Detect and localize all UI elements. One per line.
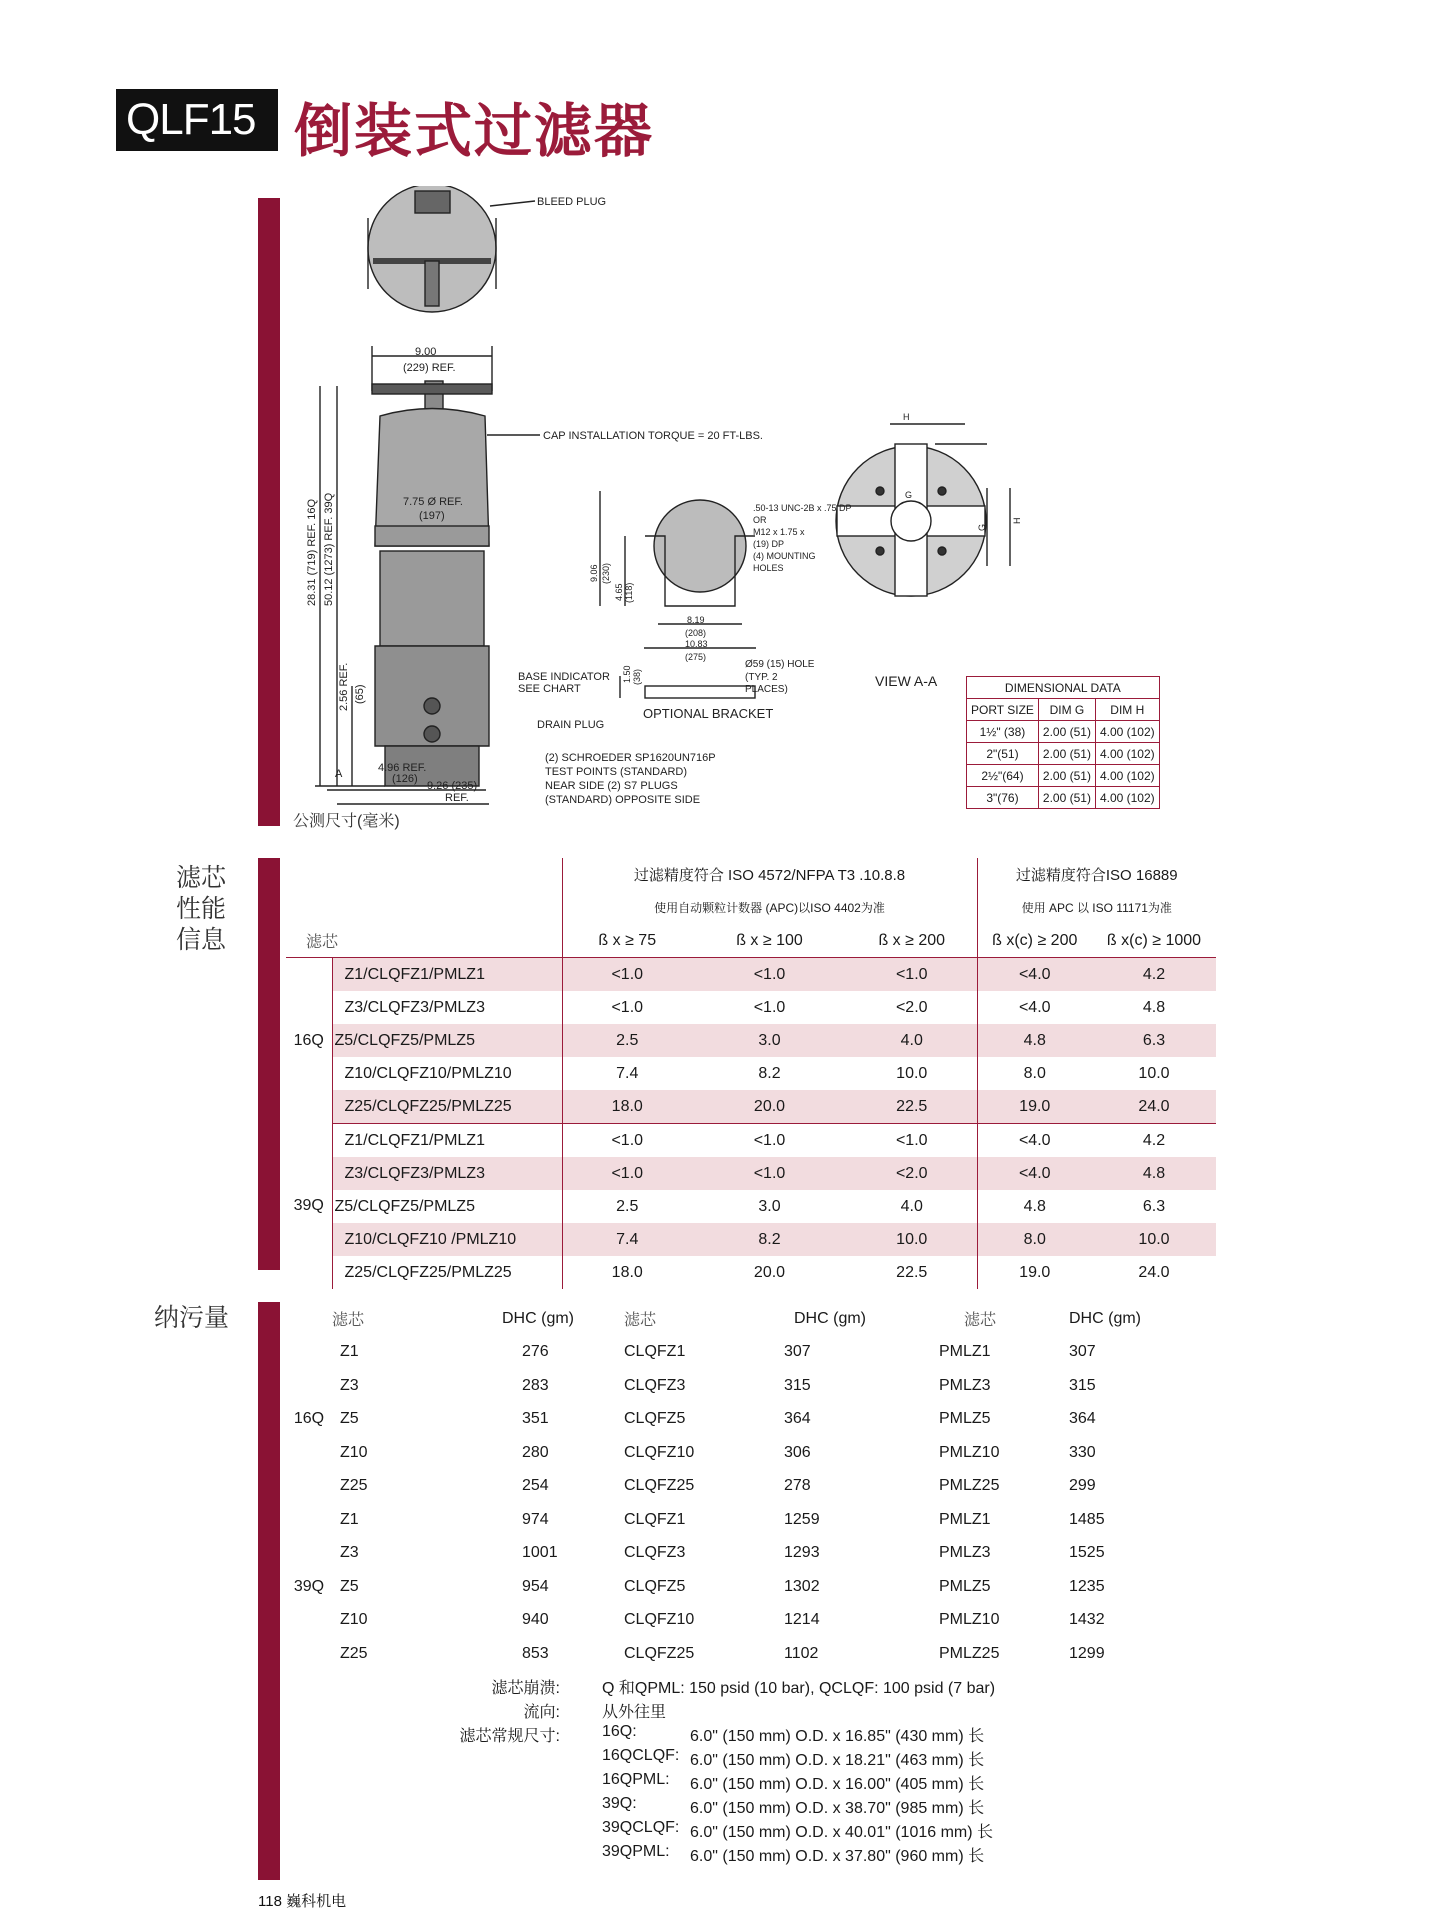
element-name: Z10 bbox=[340, 1443, 368, 1461]
element-name: CLQFZ5 bbox=[624, 1410, 686, 1428]
model-code: QLF15 bbox=[116, 89, 278, 151]
value-cell: 8.0 bbox=[977, 1223, 1092, 1256]
bracket-h2-mm-label: (118) bbox=[624, 582, 634, 603]
page-title: 倒装式过滤器 bbox=[294, 97, 655, 165]
dim-h: 4.00 (102) bbox=[1095, 721, 1159, 743]
performance-section-label bbox=[176, 862, 226, 955]
dim-header-h: DIM H bbox=[1095, 699, 1159, 721]
dim-row bbox=[967, 765, 1160, 787]
value-cell: 24.0 bbox=[1092, 1090, 1216, 1124]
value-cell: <1.0 bbox=[847, 958, 977, 992]
value-cell: 8.0 bbox=[1023, 1064, 1046, 1082]
dhc-section-label: 纳污量 bbox=[154, 1303, 230, 1332]
dim-g-label-top: G bbox=[905, 490, 913, 500]
table-row bbox=[286, 1336, 1216, 1370]
value-cell: 2.5 bbox=[562, 1024, 692, 1057]
spec-label: 滤芯崩溃: bbox=[491, 1680, 560, 1697]
element-name: Z3 bbox=[340, 1376, 359, 1394]
value-cell: 4.8 bbox=[1023, 1197, 1046, 1215]
holes-label-2: OR bbox=[753, 515, 767, 525]
table-row bbox=[286, 1190, 1216, 1223]
hole-label-1: Ø59 (15) HOLE bbox=[745, 659, 815, 670]
element-name: PMLZ25 bbox=[939, 1477, 1000, 1495]
drain-plug-label: DRAIN PLUG bbox=[537, 719, 605, 731]
element-name: CLQFZ10 bbox=[624, 1443, 695, 1461]
value-cell: <1.0 bbox=[692, 958, 847, 992]
iso4572-subtitle: 使用自动颗粒计数器 (APC)以ISO 4402为准 bbox=[562, 891, 977, 924]
holes-label-3: M12 x 1.75 x bbox=[753, 527, 805, 537]
accent-bar-performance bbox=[258, 858, 280, 1270]
dim-g: 2.00 (51) bbox=[1038, 743, 1095, 765]
element-name: Z10/CLQFZ10 /PMLZ10 bbox=[332, 1223, 562, 1256]
dim-g: 2.00 (51) bbox=[1038, 765, 1095, 787]
value-cell: 3.0 bbox=[758, 1197, 781, 1215]
port-size: 2"(51) bbox=[967, 743, 1039, 765]
element-name: Z5/CLQFZ5/PMLZ5 bbox=[332, 1024, 562, 1057]
spec-row bbox=[400, 1723, 995, 1747]
element-name: Z1 bbox=[340, 1343, 359, 1361]
specs-block bbox=[400, 1675, 995, 1867]
element-name: PMLZ1 bbox=[939, 1343, 991, 1361]
dhc-value: 280 bbox=[522, 1443, 549, 1461]
table-row bbox=[286, 958, 1216, 992]
dhc-value: 330 bbox=[1069, 1443, 1096, 1461]
width-496-label: 4.96 REF. bbox=[378, 762, 427, 774]
table-row bbox=[286, 1124, 1216, 1158]
diameter-mm-label: (197) bbox=[419, 510, 445, 522]
bleed-plug-label: BLEED PLUG bbox=[537, 196, 607, 208]
beta-header: ß x(c) ≥ 1000 bbox=[1092, 924, 1216, 958]
bracket-w2-label: 10.83 bbox=[685, 639, 708, 649]
element-name: CLQFZ25 bbox=[624, 1644, 695, 1662]
port-size: 3"(76) bbox=[967, 787, 1039, 809]
dim-row bbox=[967, 743, 1160, 765]
hole-label-2: (TYP. 2 bbox=[745, 672, 778, 683]
dhc-value: 364 bbox=[784, 1410, 811, 1428]
group-label: 16Q bbox=[286, 1336, 332, 1504]
table-row bbox=[286, 1369, 1216, 1403]
element-name: PMLZ3 bbox=[939, 1376, 991, 1394]
element-name: CLQFZ3 bbox=[624, 1544, 686, 1562]
value-cell: 18.0 bbox=[611, 1263, 643, 1281]
cap-torque-label: CAP INSTALLATION TORQUE = 20 FT-LBS. bbox=[543, 430, 763, 442]
value-cell: 4.8 bbox=[977, 1024, 1092, 1057]
value-cell: <1.0 bbox=[847, 1124, 977, 1158]
table-row bbox=[286, 1570, 1216, 1604]
element-name: Z1/CLQFZ1/PMLZ1 bbox=[332, 958, 562, 992]
dhc-value: 853 bbox=[522, 1644, 549, 1662]
value-cell: <1.0 bbox=[753, 1131, 786, 1149]
dhc-value: 315 bbox=[784, 1376, 811, 1394]
width-926-ref-label: REF. bbox=[445, 792, 469, 804]
size-model: 16Q: bbox=[602, 1723, 637, 1740]
value-cell: 10.0 bbox=[847, 1057, 977, 1090]
element-name: Z10 bbox=[340, 1611, 368, 1629]
value-cell: <4.0 bbox=[1018, 1131, 1051, 1149]
dim-h: 4.00 (102) bbox=[1095, 787, 1159, 809]
element-name: Z3 bbox=[340, 1544, 359, 1562]
value-cell: <1.0 bbox=[692, 1157, 847, 1190]
element-name: Z3/CLQFZ3/PMLZ3 bbox=[332, 991, 562, 1024]
table-row bbox=[286, 991, 1216, 1024]
dhc-value: 306 bbox=[784, 1443, 811, 1461]
size-value: 6.0" (150 mm) O.D. x 16.85" (430 mm) 长 bbox=[690, 1728, 985, 1745]
size-model: 39QPML: bbox=[602, 1843, 670, 1860]
accent-bar-dhc bbox=[258, 1302, 280, 1880]
element-name: CLQFZ1 bbox=[624, 1510, 686, 1528]
value-cell: 4.0 bbox=[847, 1190, 977, 1223]
element-name: CLQFZ5 bbox=[624, 1577, 686, 1595]
size-value: 6.0" (150 mm) O.D. x 40.01" (1016 mm) 长 bbox=[690, 1824, 994, 1841]
element-name: Z10/CLQFZ10/PMLZ10 bbox=[332, 1057, 562, 1090]
dhc-value: 1299 bbox=[1069, 1644, 1105, 1662]
dhc-col-header: 滤芯 bbox=[964, 1312, 997, 1330]
dhc-value: 276 bbox=[522, 1343, 549, 1361]
value-cell: 4.0 bbox=[847, 1024, 977, 1057]
base-height-label: 2.56 REF. bbox=[338, 662, 350, 711]
value-cell: 18.0 bbox=[562, 1090, 692, 1124]
dhc-value: 1302 bbox=[784, 1577, 820, 1595]
dhc-value: 278 bbox=[784, 1477, 811, 1495]
optional-bracket-label: OPTIONAL BRACKET bbox=[643, 706, 774, 721]
port-size: 2½"(64) bbox=[967, 765, 1039, 787]
element-name: Z1/CLQFZ1/PMLZ1 bbox=[332, 1124, 562, 1158]
value-cell: 6.3 bbox=[1092, 1024, 1216, 1057]
group-label: 16Q bbox=[286, 958, 332, 1124]
dim-g-label-side: G bbox=[977, 523, 987, 531]
performance-table bbox=[286, 858, 1216, 1289]
value-cell: <1.0 bbox=[611, 998, 644, 1016]
diameter-label: 7.75 Ø REF. bbox=[403, 496, 463, 508]
value-cell: 4.2 bbox=[1092, 958, 1216, 992]
spec-value: 从外往里 bbox=[602, 1704, 667, 1721]
dim-header-g: DIM G bbox=[1038, 699, 1095, 721]
dim-h: 4.00 (102) bbox=[1095, 743, 1159, 765]
dhc-value: 954 bbox=[522, 1577, 549, 1595]
bracket-h1-label: 9.06 bbox=[589, 564, 599, 582]
value-cell: <1.0 bbox=[753, 998, 786, 1016]
table-row bbox=[286, 1024, 1216, 1057]
height-16q-label: 28.31 (719) REF. 16Q bbox=[306, 498, 318, 606]
value-cell: 7.4 bbox=[616, 1064, 639, 1082]
element-name: Z5 bbox=[340, 1577, 359, 1595]
value-cell: 24.0 bbox=[1138, 1263, 1170, 1281]
test-points-label-4: (STANDARD) OPPOSITE SIDE bbox=[545, 794, 701, 806]
performance-label-line: 信息 bbox=[176, 925, 227, 954]
dhc-value: 351 bbox=[522, 1410, 549, 1428]
dim-g: 2.00 (51) bbox=[1038, 787, 1095, 809]
dhc-value: 299 bbox=[1069, 1477, 1096, 1495]
bracket-w2-mm-label: (275) bbox=[685, 652, 707, 662]
width-9-label: 9.00 bbox=[415, 346, 437, 358]
size-value: 6.0" (150 mm) O.D. x 37.80" (960 mm) 长 bbox=[690, 1848, 985, 1865]
value-cell: 7.4 bbox=[562, 1223, 692, 1256]
value-cell: 3.0 bbox=[692, 1024, 847, 1057]
dhc-value: 1235 bbox=[1069, 1577, 1105, 1595]
value-cell: 2.5 bbox=[616, 1197, 639, 1215]
dim-h: 4.00 (102) bbox=[1095, 765, 1159, 787]
dhc-value: 1102 bbox=[784, 1644, 819, 1662]
table-row bbox=[286, 1470, 1216, 1504]
port-size: 1½" (38) bbox=[967, 721, 1039, 743]
dhc-table bbox=[286, 1302, 1216, 1671]
spec-row bbox=[400, 1699, 995, 1723]
value-cell: <2.0 bbox=[847, 1157, 977, 1190]
table-row bbox=[286, 1637, 1216, 1671]
dim-row bbox=[967, 787, 1160, 809]
value-cell: 10.0 bbox=[1092, 1223, 1216, 1256]
dhc-value: 974 bbox=[522, 1510, 549, 1528]
beta-header: ß x ≥ 200 bbox=[847, 924, 977, 958]
dhc-value: 1293 bbox=[784, 1544, 820, 1562]
value-cell: <4.0 bbox=[977, 958, 1092, 992]
value-cell: <1.0 bbox=[562, 958, 692, 992]
holes-label-5: (4) MOUNTING bbox=[753, 551, 816, 561]
value-cell: <2.0 bbox=[847, 991, 977, 1024]
value-cell: 19.0 bbox=[977, 1090, 1092, 1124]
element-name: CLQFZ3 bbox=[624, 1376, 686, 1394]
bracket-h1-mm-label: (230) bbox=[601, 562, 611, 584]
bracket-t-label: 1.50 bbox=[622, 665, 632, 683]
group-label: 39Q bbox=[286, 1124, 332, 1290]
dhc-col-header: 滤芯 bbox=[332, 1312, 365, 1330]
bracket-h2-label: 4.65 bbox=[614, 583, 624, 601]
dhc-value: 1001 bbox=[522, 1544, 558, 1562]
spec-label: 滤芯常规尺寸: bbox=[459, 1728, 560, 1745]
value-cell: 8.2 bbox=[758, 1064, 781, 1082]
element-name: PMLZ5 bbox=[939, 1410, 991, 1428]
dim-header-port: PORT SIZE bbox=[967, 699, 1039, 721]
value-cell: 22.5 bbox=[847, 1256, 977, 1289]
spec-label: 流向: bbox=[523, 1704, 560, 1721]
performance-label-line: 性能 bbox=[176, 894, 227, 923]
spec-row bbox=[400, 1795, 995, 1819]
element-name: CLQFZ25 bbox=[624, 1477, 695, 1495]
test-points-label-1: (2) SCHROEDER SP1620UN716P bbox=[545, 752, 716, 764]
view-aa-label: VIEW A-A bbox=[875, 673, 938, 689]
dhc-value: 1214 bbox=[784, 1611, 820, 1629]
size-value: 6.0" (150 mm) O.D. x 38.70" (985 mm) 长 bbox=[690, 1800, 985, 1817]
spec-row bbox=[400, 1843, 995, 1867]
value-cell: 4.8 bbox=[1092, 1157, 1216, 1190]
dim-h-label-top: H bbox=[903, 412, 910, 422]
performance-label-line: 滤芯 bbox=[176, 863, 227, 892]
value-cell: 10.0 bbox=[1138, 1064, 1170, 1082]
group-label: 39Q bbox=[293, 1577, 325, 1595]
spec-row bbox=[400, 1747, 995, 1771]
spec-row bbox=[400, 1819, 995, 1843]
element-name: Z1 bbox=[340, 1510, 359, 1528]
iso16889-subtitle: 使用 APC 以 ISO 11171为准 bbox=[1021, 901, 1172, 915]
value-cell: 20.0 bbox=[753, 1263, 786, 1281]
dhc-value: 283 bbox=[522, 1376, 549, 1394]
hole-label-3: PLACES) bbox=[745, 684, 788, 695]
value-cell: 10.0 bbox=[847, 1223, 977, 1256]
value-cell: 8.2 bbox=[692, 1223, 847, 1256]
dhc-value: 1259 bbox=[784, 1510, 820, 1528]
dhc-value: 307 bbox=[1069, 1343, 1096, 1361]
value-cell: 22.5 bbox=[847, 1090, 977, 1124]
size-value: 6.0" (150 mm) O.D. x 18.21" (463 mm) 长 bbox=[690, 1752, 985, 1769]
dhc-col-header: DHC (gm) bbox=[502, 1309, 574, 1327]
size-model: 16QCLQF: bbox=[602, 1747, 680, 1764]
element-name: PMLZ10 bbox=[939, 1611, 1000, 1629]
table-row bbox=[286, 1503, 1216, 1537]
beta-header: ß x ≥ 75 bbox=[562, 924, 692, 958]
units-note: 公测尺寸(毫米) bbox=[293, 813, 400, 830]
value-cell: 4.2 bbox=[1142, 1131, 1166, 1149]
dhc-value: 940 bbox=[522, 1611, 549, 1629]
element-header: 滤芯 bbox=[286, 924, 562, 958]
table-row bbox=[286, 1256, 1216, 1289]
holes-label-4: (19) DP bbox=[753, 539, 785, 549]
spec-row bbox=[400, 1675, 995, 1699]
dim-row bbox=[967, 721, 1160, 743]
dimensional-data-title: DIMENSIONAL DATA bbox=[967, 677, 1160, 699]
dim-h-label-side: H bbox=[1012, 517, 1022, 524]
base-indicator-label-1: BASE INDICATOR bbox=[518, 671, 610, 683]
dhc-col-header: DHC (gm) bbox=[1069, 1309, 1141, 1327]
section-a-label: A bbox=[335, 768, 343, 780]
spec-value: Q 和QPML: 150 psid (10 bar), QCLQF: 100 psid (7 bar) bbox=[602, 1680, 996, 1697]
value-cell: <1.0 bbox=[611, 1131, 644, 1149]
table-row bbox=[286, 1090, 1216, 1124]
table-row bbox=[286, 1436, 1216, 1470]
test-points-label-3: NEAR SIDE (2) S7 PLUGS bbox=[545, 780, 678, 792]
dim-g: 2.00 (51) bbox=[1038, 721, 1095, 743]
dhc-value: 315 bbox=[1069, 1376, 1096, 1394]
element-name: Z25/CLQFZ25/PMLZ25 bbox=[332, 1090, 562, 1124]
test-points-label-2: TEST POINTS (STANDARD) bbox=[545, 766, 687, 778]
size-value: 6.0" (150 mm) O.D. x 16.00" (405 mm) 长 bbox=[690, 1776, 985, 1793]
dhc-header-row bbox=[286, 1302, 1216, 1336]
dhc-col-header: 滤芯 bbox=[624, 1312, 657, 1330]
dhc-value: 1432 bbox=[1069, 1611, 1105, 1629]
dhc-value: 1525 bbox=[1069, 1544, 1105, 1562]
dhc-value: 364 bbox=[1069, 1410, 1096, 1428]
element-name: PMLZ5 bbox=[939, 1577, 991, 1595]
value-cell: 20.0 bbox=[692, 1090, 847, 1124]
element-name: PMLZ25 bbox=[939, 1644, 1000, 1662]
bracket-w1-label: 8.19 bbox=[687, 615, 705, 625]
holes-label-6: HOLES bbox=[753, 563, 784, 573]
iso16889-title: 过滤精度符合ISO 16889 bbox=[1015, 867, 1178, 884]
value-cell: 19.0 bbox=[1019, 1263, 1051, 1281]
value-cell: <4.0 bbox=[1018, 998, 1051, 1016]
value-cell: <1.0 bbox=[562, 1157, 692, 1190]
element-name: CLQFZ1 bbox=[624, 1343, 686, 1361]
base-indicator-label-2: SEE CHART bbox=[518, 683, 581, 695]
dhc-col-header: DHC (gm) bbox=[794, 1309, 866, 1327]
height-39q-label: 50.12 (1273) REF. 39Q bbox=[323, 492, 335, 606]
spec-row bbox=[400, 1771, 995, 1795]
element-name: PMLZ3 bbox=[939, 1544, 991, 1562]
bracket-t-mm-label: (38) bbox=[632, 668, 642, 685]
holes-label-1: .50-13 UNC-2B x .75 DP bbox=[753, 503, 852, 513]
element-name: PMLZ1 bbox=[939, 1510, 991, 1528]
beta-header: ß x(c) ≥ 200 bbox=[977, 924, 1092, 958]
dhc-value: 254 bbox=[522, 1477, 549, 1495]
element-name: Z3/CLQFZ3/PMLZ3 bbox=[332, 1157, 562, 1190]
element-name: CLQFZ10 bbox=[624, 1611, 695, 1629]
bracket-w1-mm-label: (208) bbox=[685, 628, 707, 638]
element-name: PMLZ10 bbox=[939, 1443, 1000, 1461]
element-name: Z25 bbox=[340, 1477, 368, 1495]
width-496-mm-label: (126) bbox=[392, 773, 418, 785]
width-926-label: 9.26 (235) bbox=[427, 780, 478, 792]
width-9-mm-label: (229) REF. bbox=[403, 362, 456, 374]
size-model: 39QCLQF: bbox=[602, 1819, 680, 1836]
beta-header: ß x ≥ 100 bbox=[692, 924, 847, 958]
page-footer: 118 巍科机电 bbox=[258, 1893, 347, 1910]
iso4572-title: 过滤精度符合 ISO 4572/NFPA T3 .10.8.8 bbox=[562, 858, 977, 891]
table-row bbox=[286, 1604, 1216, 1638]
dhc-value: 307 bbox=[784, 1343, 811, 1361]
dimensional-data-table bbox=[966, 676, 1160, 809]
element-name: Z25 bbox=[340, 1644, 368, 1662]
value-cell: <4.0 bbox=[977, 1157, 1092, 1190]
size-model: 39Q: bbox=[602, 1795, 637, 1812]
table-row bbox=[286, 1223, 1216, 1256]
dhc-value: 1485 bbox=[1069, 1510, 1105, 1528]
table-row bbox=[286, 1537, 1216, 1571]
table-row bbox=[286, 1157, 1216, 1190]
size-model: 16QPML: bbox=[602, 1771, 670, 1788]
element-name: Z5/CLQFZ5/PMLZ5 bbox=[332, 1190, 562, 1223]
value-cell: 6.3 bbox=[1142, 1197, 1166, 1215]
element-name: Z25/CLQFZ25/PMLZ25 bbox=[332, 1256, 562, 1289]
value-cell: 4.8 bbox=[1142, 998, 1166, 1016]
element-name: Z5 bbox=[340, 1410, 359, 1428]
base-height-mm-label: (65) bbox=[354, 684, 366, 704]
table-row bbox=[286, 1403, 1216, 1437]
table-row bbox=[286, 1057, 1216, 1090]
